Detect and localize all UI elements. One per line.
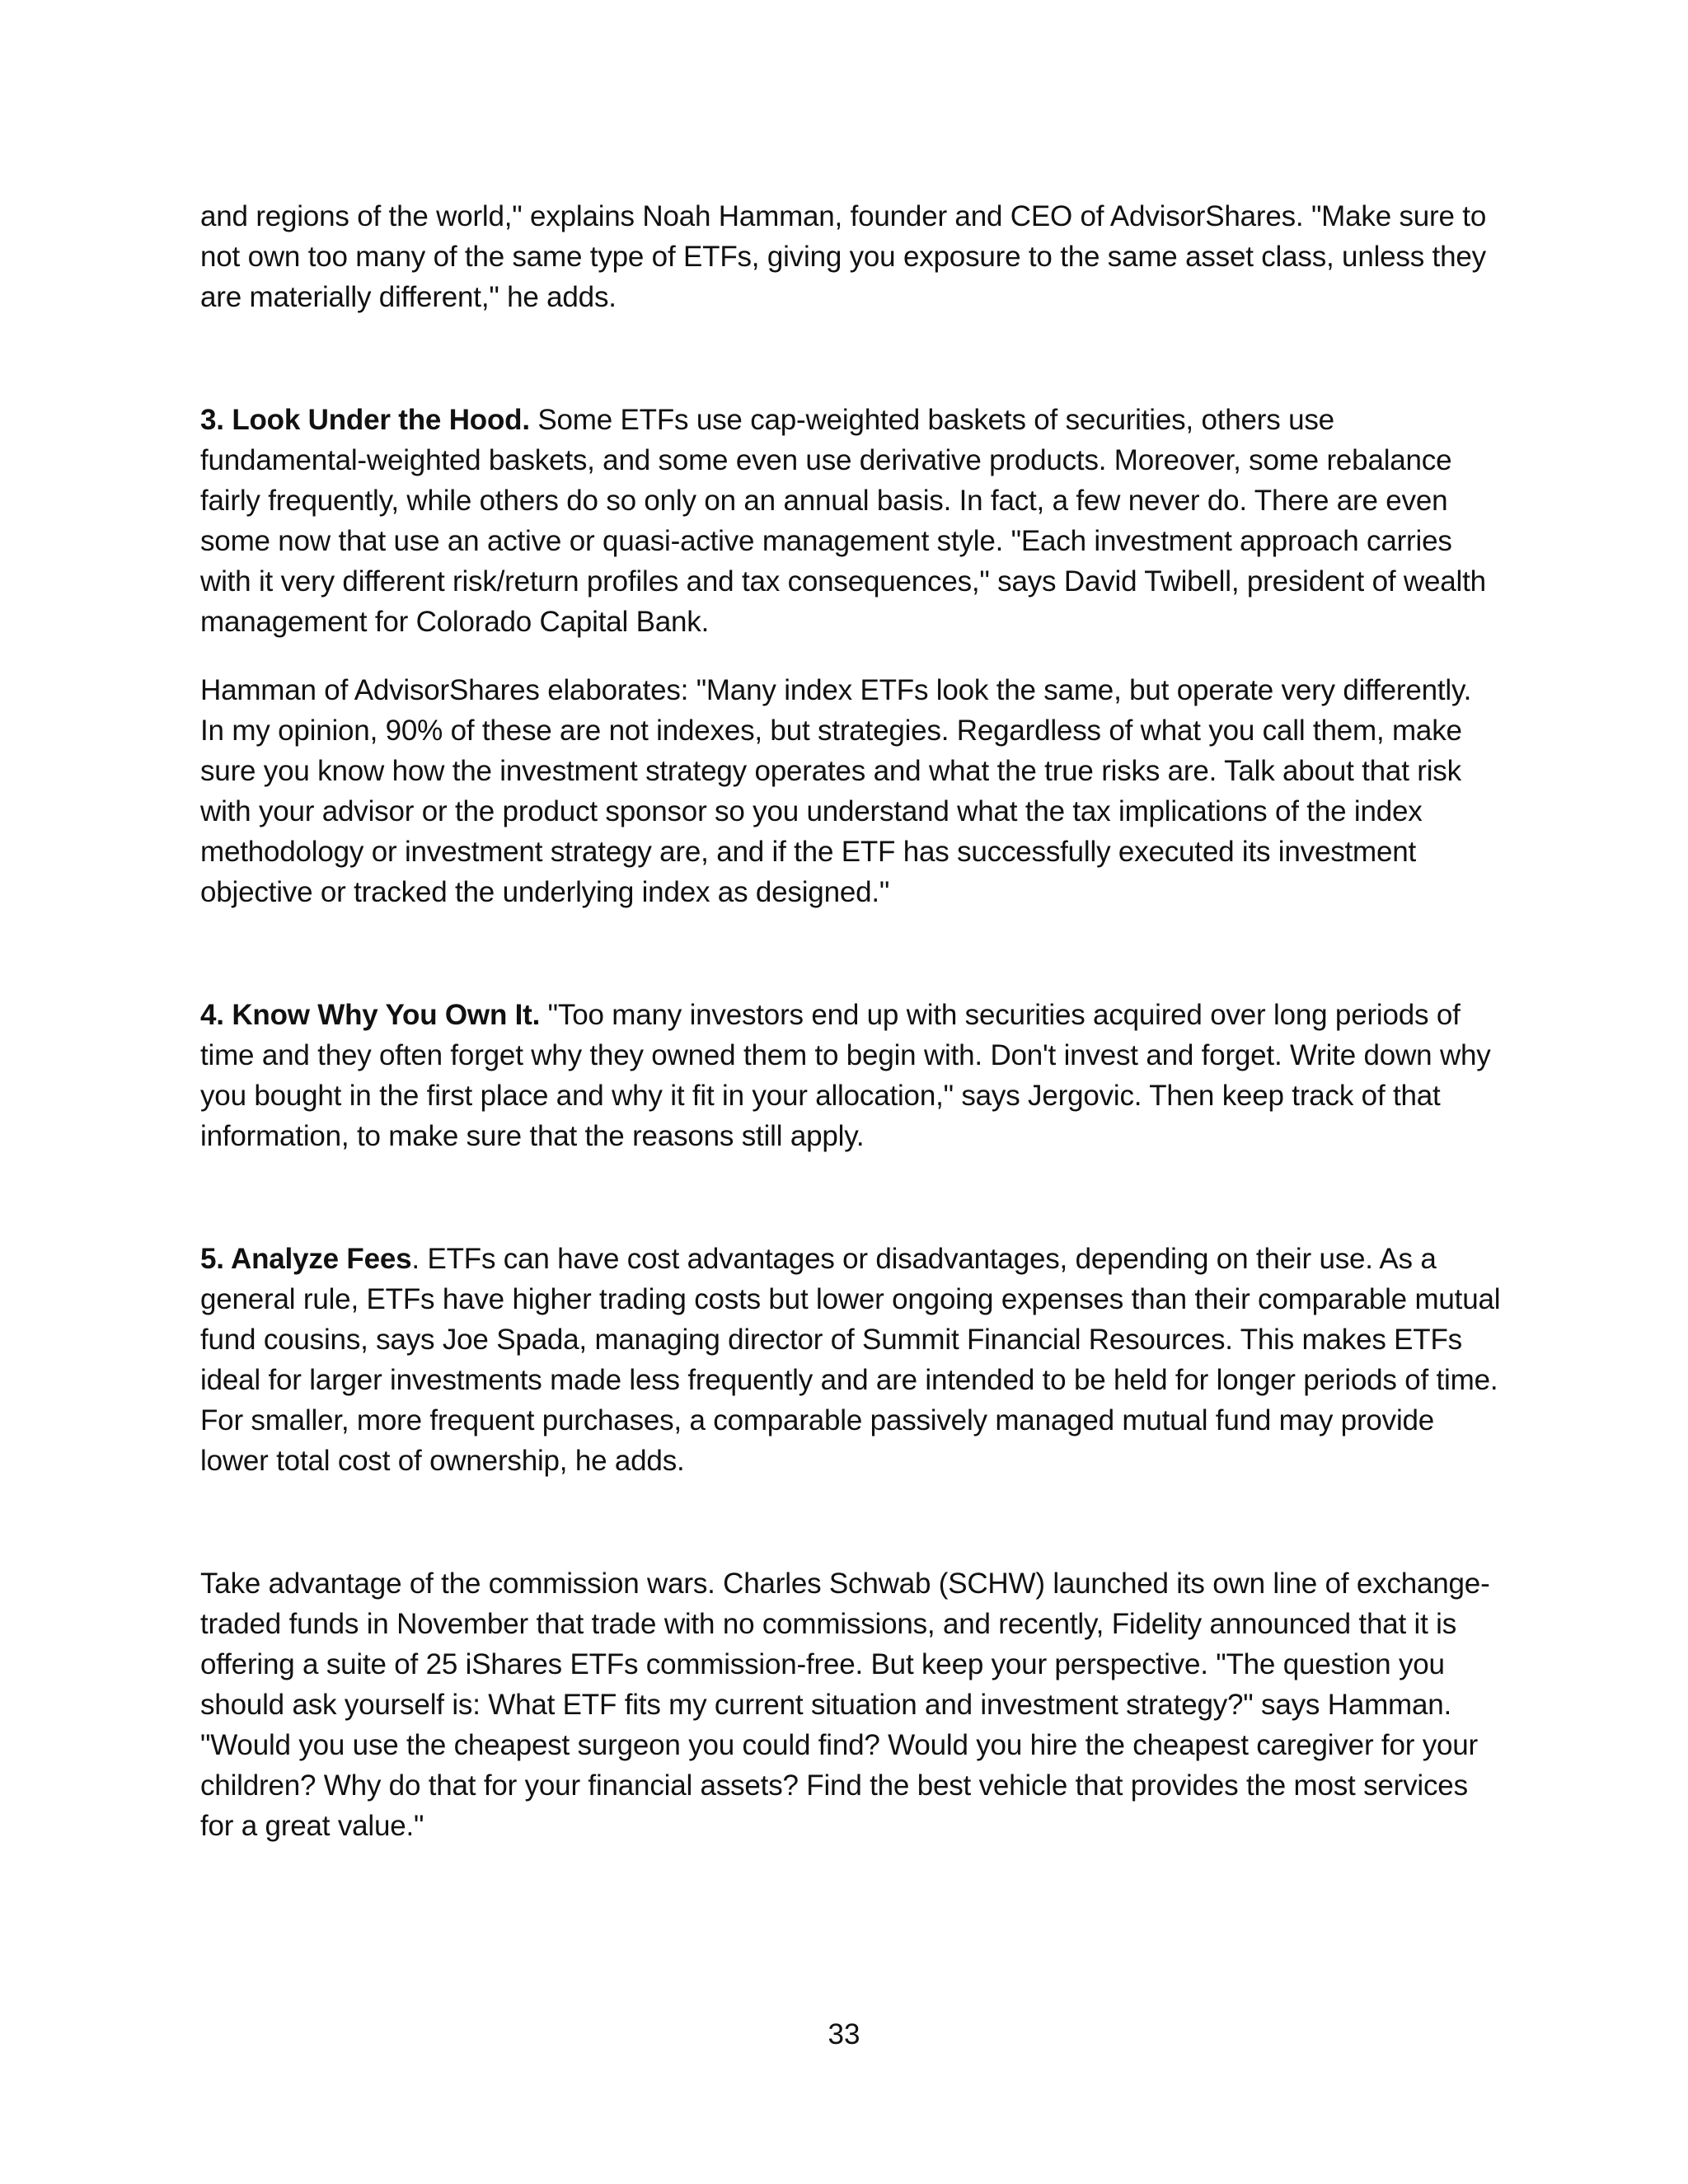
section-5-paragraph [200,1239,1503,1481]
spacer [200,1156,1503,1239]
section-3-paragraph [200,400,1503,642]
section-5-heading: 5. Analyze Fees [200,1243,412,1275]
section-3-body: Some ETFs use cap-weighted baskets of securities, others use fundamental-weighted baskets, and some even use derivative products. Moreover, some rebalance fairly frequently, while others do so only on an annual basis. In fact, a few never do. There are even some now that use an active or quasi-active management style. "Each investment approach carries with it very different risk/return profiles and tax consequences," says David Twibell, president of wealth management for Colorado Capital Bank. [200,404,1486,638]
page-number: 33 [828,2018,860,2050]
closing-paragraph: Take advantage of the commission wars. Charles Schwab (SCHW) launched its own line of exchange-traded funds in November that trade with no commissions, and recently, Fidelity announced that it is offering a suite of 25 iShares ETFs commission-free. But keep your perspective. "The question you should ask yourself is: What ETF fits my current situation and investment strategy?" says Hamman. "Would you use the cheapest surgeon you could find? Would you hire the cheapest caregiver for your children? Why do that for your financial assets? Find the best vehicle that provides the most services for a great value." [200,1568,1490,1842]
spacer [200,317,1503,400]
section-4-paragraph [200,995,1503,1156]
section-5-body: . ETFs can have cost advantages or disadvantages, depending on their use. As a general rule, ETFs have higher trading costs but lower ongoing expenses than their comparable mutual fund cousins, says Joe Spada, managing director of Summit Financial Resources. This makes ETFs ideal for larger investments made less frequently and are intended to be held for longer periods of time. For smaller, more frequent purchases, a comparable passively managed mutual fund may provide lower total cost of ownership, he adds. [200,1243,1501,1477]
intro-paragraph: and regions of the world," explains Noah Hamman, founder and CEO of AdvisorShares. "Make sure to not own too many of the same type of ETFs, giving you exposure to the same asset class, unless they are materially different," he adds. [200,200,1487,313]
section-4-heading: 4. Know Why You Own It. [200,999,541,1031]
page-content [200,196,1503,1846]
spacer [200,642,1503,670]
section-3-followup-paragraph: Hamman of AdvisorShares elaborates: "Many index ETFs look the same, but operate very differently. In my opinion, 90% of these are not indexes, but strategies. Regardless of what you call them, make sure you know how the investment strategy operates and what the true risks are. Talk about that risk with your advisor or the product sponsor so you understand what the tax implications of the index methodology or investment strategy are, and if the ETF has successfully executed its investment objective or tracked the underlying index as designed." [200,674,1472,908]
spacer [200,1481,1503,1563]
section-4-body: "Too many investors end up with securities acquired over long periods of time and they often forget why they owned them to begin with. Don't invest and forget. Write down why you bought in the first place and why it fit in your allocation," says Jergovic. Then keep track of that information, to make sure that the reasons still apply. [200,999,1491,1152]
section-3-heading: 3. Look Under the Hood. [200,404,530,436]
spacer [200,912,1503,995]
